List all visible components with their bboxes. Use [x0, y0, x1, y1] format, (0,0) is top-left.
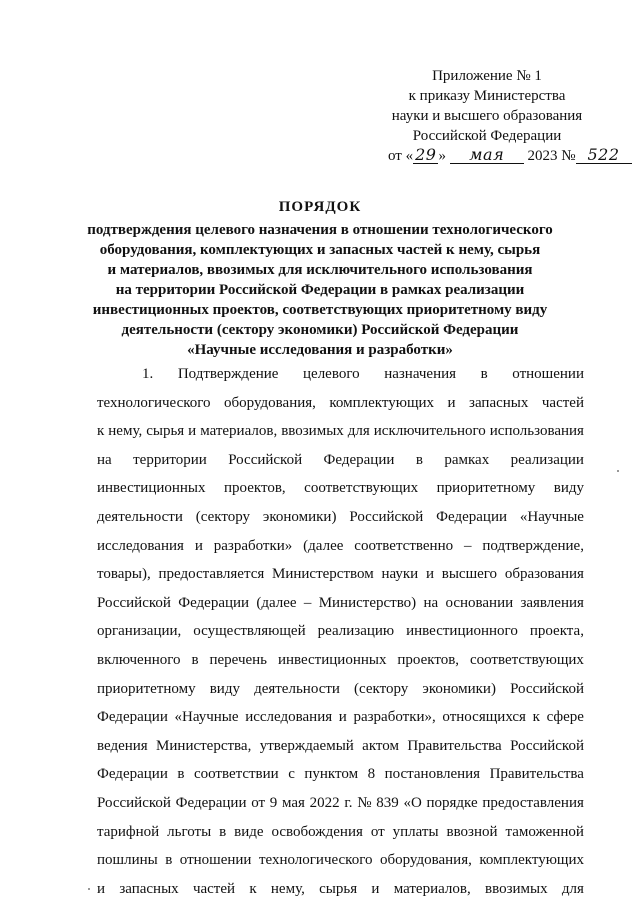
word: виду [553, 480, 584, 497]
word: и [194, 537, 203, 554]
word: проекта, [529, 623, 584, 640]
title-line: инвестиционных проектов, соответствующих приоритетному виду [92, 302, 548, 318]
body-line-words [97, 589, 584, 618]
word: Федерации [323, 451, 395, 468]
word: частей [541, 394, 584, 411]
word: основании [445, 594, 514, 611]
word: актом [362, 737, 399, 754]
body-line-words [97, 646, 584, 675]
body-line-words [97, 760, 584, 789]
body-line [97, 675, 584, 704]
word: включенного [97, 651, 181, 668]
word: – [303, 594, 312, 611]
body-line-words [97, 846, 584, 875]
body-line-words [97, 417, 584, 446]
word: в [165, 852, 173, 869]
word: исследования [245, 709, 333, 726]
word: реализации [510, 451, 584, 468]
body-line [97, 417, 584, 446]
word: таможенной [505, 823, 584, 840]
date-day-handwritten: 29 [415, 145, 437, 164]
word: комплектующих [329, 394, 435, 411]
word: проектов, [397, 651, 460, 668]
word: разработки» [213, 537, 293, 554]
word: порядке [426, 794, 478, 811]
word: реализацию [317, 623, 395, 640]
word: частей [192, 880, 236, 897]
body-line [97, 846, 584, 875]
word: назначения [384, 366, 457, 382]
word: и [188, 423, 197, 440]
word: 2022 [309, 794, 340, 811]
word: Российской [510, 737, 584, 754]
body-line [97, 732, 584, 761]
word: предоставляется [158, 566, 265, 583]
word: – [464, 537, 472, 554]
word: сфере [546, 709, 584, 726]
word: мая [281, 794, 305, 811]
word: использования [489, 423, 584, 440]
title-line: на территории Российской Федерации в рамках реализации [115, 282, 525, 298]
body-line [97, 617, 584, 646]
body-line-words [142, 360, 584, 389]
body-line [97, 589, 584, 618]
word: Российской [228, 451, 303, 468]
appendix-block [372, 66, 620, 166]
word: нему, [270, 880, 305, 897]
word: пунктом [304, 766, 359, 783]
word: ввозимых [485, 880, 548, 897]
date-prefix: от « [388, 148, 414, 164]
word: в [191, 651, 199, 668]
word: запасных [469, 394, 529, 411]
word: с [288, 766, 295, 783]
word: (далее [303, 537, 344, 554]
word: экономики) [422, 680, 496, 697]
word: науки [381, 566, 419, 583]
word: к [249, 880, 257, 897]
appendix-title: Приложение № 1 [432, 68, 542, 84]
title-line: деятельности (сектору экономики) Российской Федерации [121, 322, 519, 338]
appendix-date-line [388, 145, 620, 166]
word: Российской [97, 794, 171, 811]
word: и [371, 880, 380, 897]
word: Правительства [489, 766, 584, 783]
title-line: и материалов, ввозимых для исключительного использования [107, 262, 533, 278]
body-line-words [97, 675, 584, 704]
word: для [347, 423, 370, 440]
word: организации, [97, 623, 182, 640]
word: относящихся [442, 709, 526, 726]
word: на [97, 451, 112, 468]
word: комплектующих [479, 852, 584, 869]
word: образования [504, 566, 584, 583]
word: отношении [179, 852, 252, 869]
word: материалов, [393, 880, 471, 897]
body-line [97, 503, 584, 532]
date-mid: » [438, 148, 446, 164]
body-line-words [97, 389, 584, 418]
word: технологического [258, 852, 373, 869]
word: к [532, 709, 540, 726]
word: от [370, 823, 385, 840]
word: на [423, 594, 439, 611]
word: и [447, 394, 456, 411]
body-line-words [97, 503, 584, 532]
word: ввозимых [281, 423, 344, 440]
word: к [97, 423, 105, 440]
word: оборудования, [379, 852, 472, 869]
body-line-words [97, 732, 584, 761]
word: запасных [119, 880, 179, 897]
word: утверждаемый [259, 737, 354, 754]
word: соответствии [193, 766, 279, 783]
body-line [97, 875, 584, 904]
word: соответствующих [469, 651, 584, 668]
order-number-handwritten: 522 [576, 147, 632, 164]
body-line [97, 474, 584, 503]
body-line-words [97, 875, 584, 904]
word: г. [344, 794, 353, 811]
word: 8 [367, 766, 376, 783]
title-line: «Научные исследования и разработки» [187, 342, 453, 358]
body-line-words [97, 818, 584, 847]
word: приоритетному [97, 680, 196, 697]
word: от [251, 794, 266, 811]
word: предоставления [482, 794, 584, 811]
word: (сектору [354, 680, 409, 697]
body-paragraph [97, 360, 584, 903]
word: рамках [444, 451, 490, 468]
word: уплаты [392, 823, 439, 840]
word: для [561, 880, 584, 897]
word: отношении [512, 366, 584, 382]
word: и [97, 880, 106, 897]
word: осуществляющей [193, 623, 306, 640]
word: Министерством [272, 566, 374, 583]
body-line [97, 646, 584, 675]
body-line [97, 703, 584, 732]
word: оборудования, [224, 394, 316, 411]
word: деятельности [254, 680, 340, 697]
word: сырья [319, 880, 358, 897]
word: сырья [146, 423, 185, 440]
body-line [97, 818, 584, 847]
body-line-words [97, 474, 584, 503]
word: освобождения [271, 823, 363, 840]
body-line-words [97, 532, 584, 561]
word: (сектору [195, 508, 251, 525]
word: приоритетному [436, 480, 536, 497]
word: соответствующих [304, 480, 419, 497]
word: в [480, 366, 488, 382]
word: разработки», [353, 709, 436, 726]
word: Министерства, [156, 737, 252, 754]
appendix-order-ref: к приказу Министерства [408, 88, 566, 104]
word: в [415, 451, 423, 468]
word: заявления [520, 594, 584, 611]
word: подтверждение, [482, 537, 584, 554]
word: Российской [97, 594, 171, 611]
body-line [97, 446, 584, 475]
word: Федерации [97, 709, 168, 726]
word: в [177, 766, 185, 783]
word: деятельности [97, 508, 183, 525]
word: Федерации [436, 508, 508, 525]
word: «Научные [519, 508, 584, 525]
word: виду [209, 680, 240, 697]
body-line [97, 360, 584, 389]
word: Российской [510, 680, 584, 697]
word: перечень [209, 651, 268, 668]
word: льготы [167, 823, 212, 840]
date-year: 2023 № [527, 148, 576, 164]
word: Федерации [178, 594, 250, 611]
word: инвестиционного [406, 623, 518, 640]
word: высшего [441, 566, 498, 583]
word: и [425, 566, 434, 583]
word: Министерство) [318, 594, 417, 611]
word: «Научные [174, 709, 239, 726]
word: в [219, 823, 227, 840]
word: исключительного [373, 423, 486, 440]
word: Российской [349, 508, 424, 525]
word: тарифной [97, 823, 160, 840]
word: технологического [97, 394, 211, 411]
word: нему, [108, 423, 143, 440]
word: Федерации [97, 766, 168, 783]
title-line: оборудования, комплектующих и запасных частей к нему, сырья [99, 242, 541, 258]
word: 9 [269, 794, 278, 811]
body-line-words [97, 617, 584, 646]
word: исследования [97, 537, 184, 554]
word: целевого [303, 366, 360, 382]
word: (далее [256, 594, 297, 611]
word: и [338, 709, 347, 726]
title-main: ПОРЯДОК [278, 199, 362, 215]
word: 839 [376, 794, 399, 811]
body-line-words [97, 703, 584, 732]
word: проектов, [224, 480, 286, 497]
word: материалов, [200, 423, 278, 440]
word: территории [133, 451, 207, 468]
word: «О [403, 794, 422, 811]
word: инвестиционных [277, 651, 387, 668]
word: № [357, 794, 372, 811]
word: пошлины [97, 852, 158, 869]
title-line: подтверждения целевого назначения в отношении технологического [87, 222, 553, 238]
body-line-words [97, 560, 584, 589]
body-line [97, 760, 584, 789]
word: Подтверждение [177, 366, 279, 382]
word: Федерации [175, 794, 247, 811]
scan-speck [88, 888, 90, 890]
scan-speck [617, 470, 619, 472]
word: соответственно [354, 537, 454, 554]
word: товары), [97, 566, 151, 583]
body-line-words [97, 789, 584, 818]
body-line [97, 389, 584, 418]
appendix-ministry: науки и высшего образования [391, 108, 583, 124]
date-month-handwritten: мая [450, 147, 524, 164]
body-line [97, 560, 584, 589]
word: ведения [97, 737, 148, 754]
word: экономики) [262, 508, 337, 525]
word: Правительства [407, 737, 502, 754]
word: постановления [384, 766, 481, 783]
body-line [97, 789, 584, 818]
document-title [60, 197, 580, 360]
body-line-words [97, 446, 584, 475]
word: виде [234, 823, 264, 840]
body-line [97, 532, 584, 561]
word: инвестиционных [97, 480, 206, 497]
word: ввозной [446, 823, 498, 840]
word: 1. [142, 366, 154, 382]
appendix-country: Российской Федерации [412, 128, 562, 144]
